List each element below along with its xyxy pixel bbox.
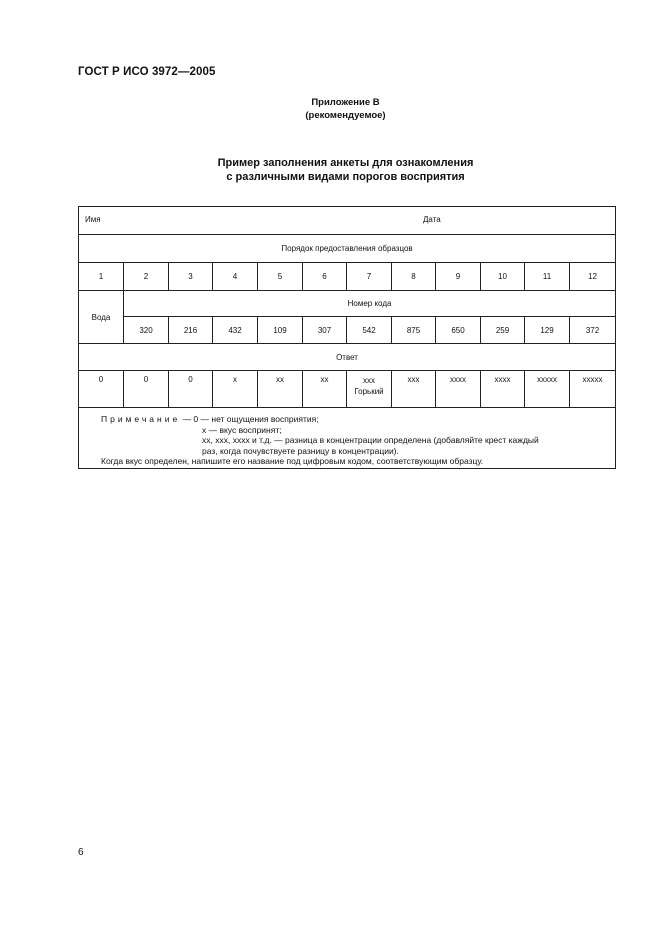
title-line-2: с различными видами порогов восприятия <box>226 171 465 183</box>
answer-cell: xxxxx <box>525 371 570 408</box>
answer-cell: xxxxx <box>570 371 616 408</box>
note-line-2: x — вкус воспринят; <box>202 424 282 435</box>
name-date-row <box>79 207 616 235</box>
questionnaire-table <box>78 206 616 469</box>
position-cell: 4 <box>213 263 258 291</box>
position-cell: 8 <box>392 263 436 291</box>
code-cell: 372 <box>570 317 616 344</box>
position-cell: 7 <box>347 263 392 291</box>
title-line-1: Пример заполнения анкеты для ознакомления <box>217 157 474 169</box>
water-label: Вода <box>79 291 124 344</box>
note-line-5: Когда вкус определен, напишите его название под цифровым кодом, соответствующим образцу. <box>101 456 484 467</box>
code-cell: 875 <box>392 317 436 344</box>
note-line-4: раз, когда почувствуете разницу в концентрации). <box>202 445 399 456</box>
note-block <box>79 408 615 467</box>
appendix-status: (рекомендуемое) <box>305 110 386 121</box>
note-line-1 <box>101 414 609 425</box>
page-title <box>0 156 661 184</box>
flavor-label: Горький <box>354 387 384 396</box>
answer-cell: xxxx <box>481 371 525 408</box>
date-label: Дата <box>423 215 441 224</box>
position-cell: 11 <box>525 263 570 291</box>
position-cell: 2 <box>124 263 169 291</box>
name-label: Имя <box>85 215 101 224</box>
answer-cell: xxxx <box>436 371 481 408</box>
code-cell: 432 <box>213 317 258 344</box>
code-cell: 320 <box>124 317 169 344</box>
note-cell <box>79 408 616 469</box>
answer-cell: xxx <box>392 371 436 408</box>
code-cell: 542 <box>347 317 392 344</box>
note-prefix: Примечание <box>101 414 181 424</box>
position-cell: 12 <box>570 263 616 291</box>
code-label: Номер кода <box>124 291 616 317</box>
code-cell: 109 <box>258 317 303 344</box>
note-line-3: xx, xxx, xxxx и т.д. — разница в концентрации определена (добавляйте крест каждый <box>202 435 539 446</box>
document-id: ГОСТ Р ИСО 3972—2005 <box>78 66 216 78</box>
order-label: Порядок предоставления образцов <box>79 235 616 263</box>
answer-cell: xx <box>303 371 347 408</box>
code-cell: 129 <box>525 317 570 344</box>
appendix-label: Приложение В <box>311 97 380 108</box>
position-cell: 6 <box>303 263 347 291</box>
position-cell: 1 <box>79 263 124 291</box>
answer-cell: 0 <box>124 371 169 408</box>
position-cell: 9 <box>436 263 481 291</box>
answer-cell: 0 <box>169 371 213 408</box>
appendix-heading <box>0 96 661 122</box>
position-cell: 5 <box>258 263 303 291</box>
code-cell: 307 <box>303 317 347 344</box>
answer-cell: xx <box>258 371 303 408</box>
answer-cell: 0 <box>79 371 124 408</box>
code-cell: 216 <box>169 317 213 344</box>
answer-cell: x <box>213 371 258 408</box>
answer-cell-flavor <box>347 371 392 408</box>
page-number: 6 <box>78 847 84 858</box>
code-cell: 650 <box>436 317 481 344</box>
position-cell: 10 <box>481 263 525 291</box>
answer-label: Ответ <box>79 344 616 371</box>
answer-value: xxx <box>363 376 375 385</box>
position-cell: 3 <box>169 263 213 291</box>
code-cell: 259 <box>481 317 525 344</box>
note-text-1: — 0 — нет ощущения восприятия; <box>180 414 319 424</box>
